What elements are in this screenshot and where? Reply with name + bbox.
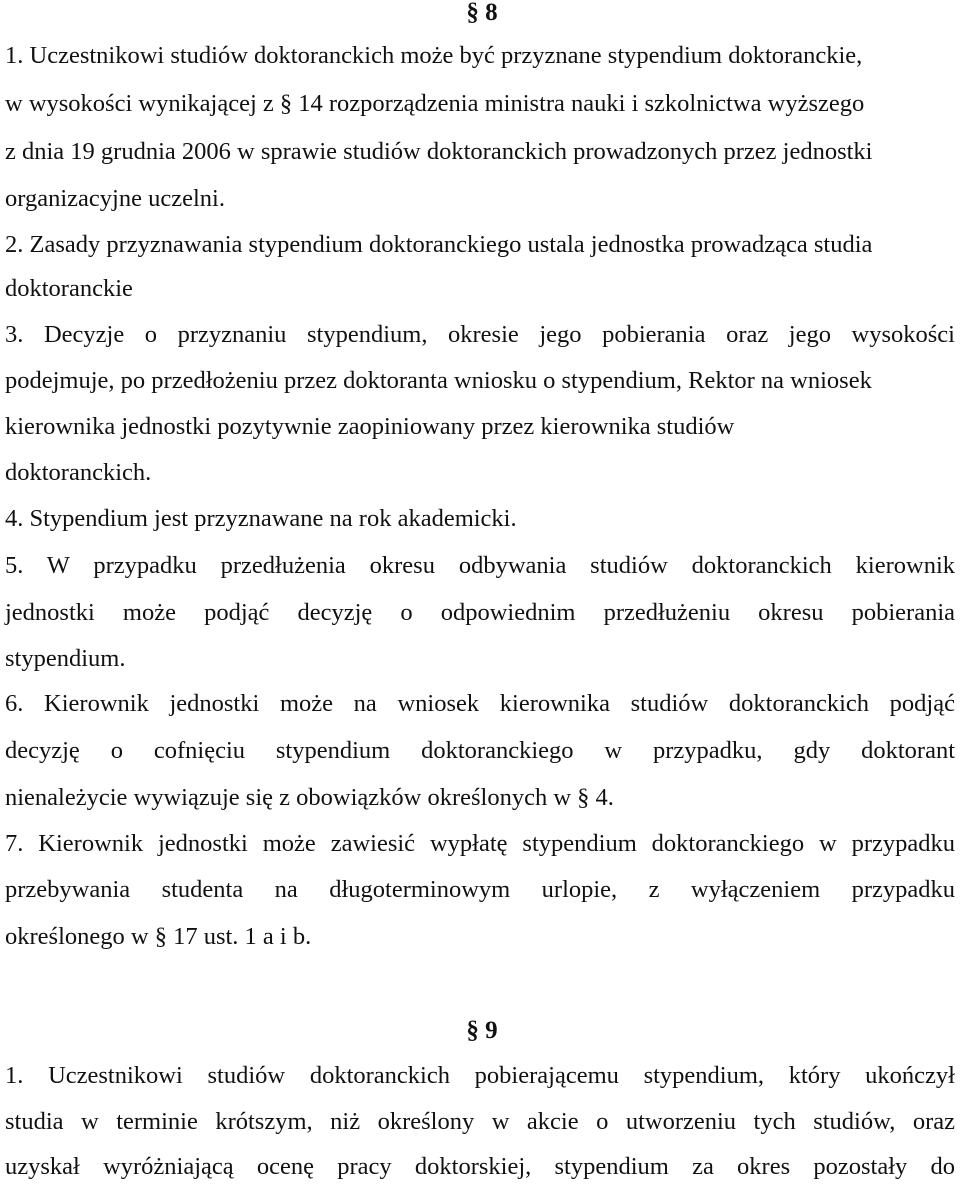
section-8-line-1: 1. Uczestnikowi studiów doktoranckich może być przyznane stypendium doktoranckie, bbox=[5, 42, 863, 69]
section-8-line-15: 6. Kierownik jednostki może na wniosek kierownika studiów doktoranckich podjąć bbox=[5, 690, 955, 717]
section-8-line-7: 3. Decyzje o przyznaniu stypendium, okresie jego pobierania oraz jego wysokości bbox=[5, 321, 955, 348]
section-8-line-3: z dnia 19 grudnia 2006 w sprawie studiów doktoranckich prowadzonych przez jednostki bbox=[5, 138, 873, 165]
section-8-line-18: 7. Kierownik jednostki może zawiesić wypłatę stypendium doktoranckiego w przypadku bbox=[5, 830, 955, 857]
section-8-line-12: 5. W przypadku przedłużenia okresu odbywania studiów doktoranckich kierownik bbox=[5, 552, 955, 579]
section-9-line-1: 1. Uczestnikowi studiów doktoranckich pobierającemu stypendium, który ukończył bbox=[5, 1062, 955, 1089]
section-8-line-9: kierownika jednostki pozytywnie zaopiniowany przez kierownika studiów bbox=[5, 413, 735, 440]
section-8-line-11: 4. Stypendium jest przyznawane na rok akademicki. bbox=[5, 505, 517, 532]
section-9-line-3: uzyskał wyróżniającą ocenę pracy doktorskiej, stypendium za okres pozostały do bbox=[5, 1153, 955, 1180]
section-8-line-16: decyzję o cofnięciu stypendium doktoranckiego w przypadku, gdy doktorant bbox=[5, 737, 955, 764]
section-8-line-13: jednostki może podjąć decyzję o odpowiednim przedłużeniu okresu pobierania bbox=[5, 599, 955, 626]
section-9-line-2: studia w terminie krótszym, niż określony w akcie o utworzeniu tych studiów, oraz bbox=[5, 1108, 955, 1135]
section-8-heading: § 8 bbox=[466, 0, 498, 26]
section-8-line-5: 2. Zasady przyznawania stypendium doktoranckiego ustala jednostka prowadząca studia bbox=[5, 231, 873, 258]
section-8-line-20: określonego w § 17 ust. 1 a i b. bbox=[5, 923, 312, 950]
section-8-line-19: przebywania studenta na długoterminowym urlopie, z wyłączeniem przypadku bbox=[5, 876, 955, 903]
section-8-line-17: nienależycie wywiązuje się z obowiązków określonych w § 4. bbox=[5, 784, 614, 811]
section-8-line-2: w wysokości wynikającej z § 14 rozporządzenia ministra nauki i szkolnictwa wyższego bbox=[5, 90, 865, 117]
section-9-heading: § 9 bbox=[466, 1017, 498, 1044]
section-8-line-10: doktoranckich. bbox=[5, 459, 152, 486]
section-8-line-14: stypendium. bbox=[5, 645, 126, 672]
section-8-line-6: doktoranckie bbox=[5, 275, 133, 302]
section-8-line-4: organizacyjne uczelni. bbox=[5, 185, 225, 212]
section-8-line-8: podejmuje, po przedłożeniu przez doktoranta wniosku o stypendium, Rektor na wniosek bbox=[5, 367, 872, 394]
